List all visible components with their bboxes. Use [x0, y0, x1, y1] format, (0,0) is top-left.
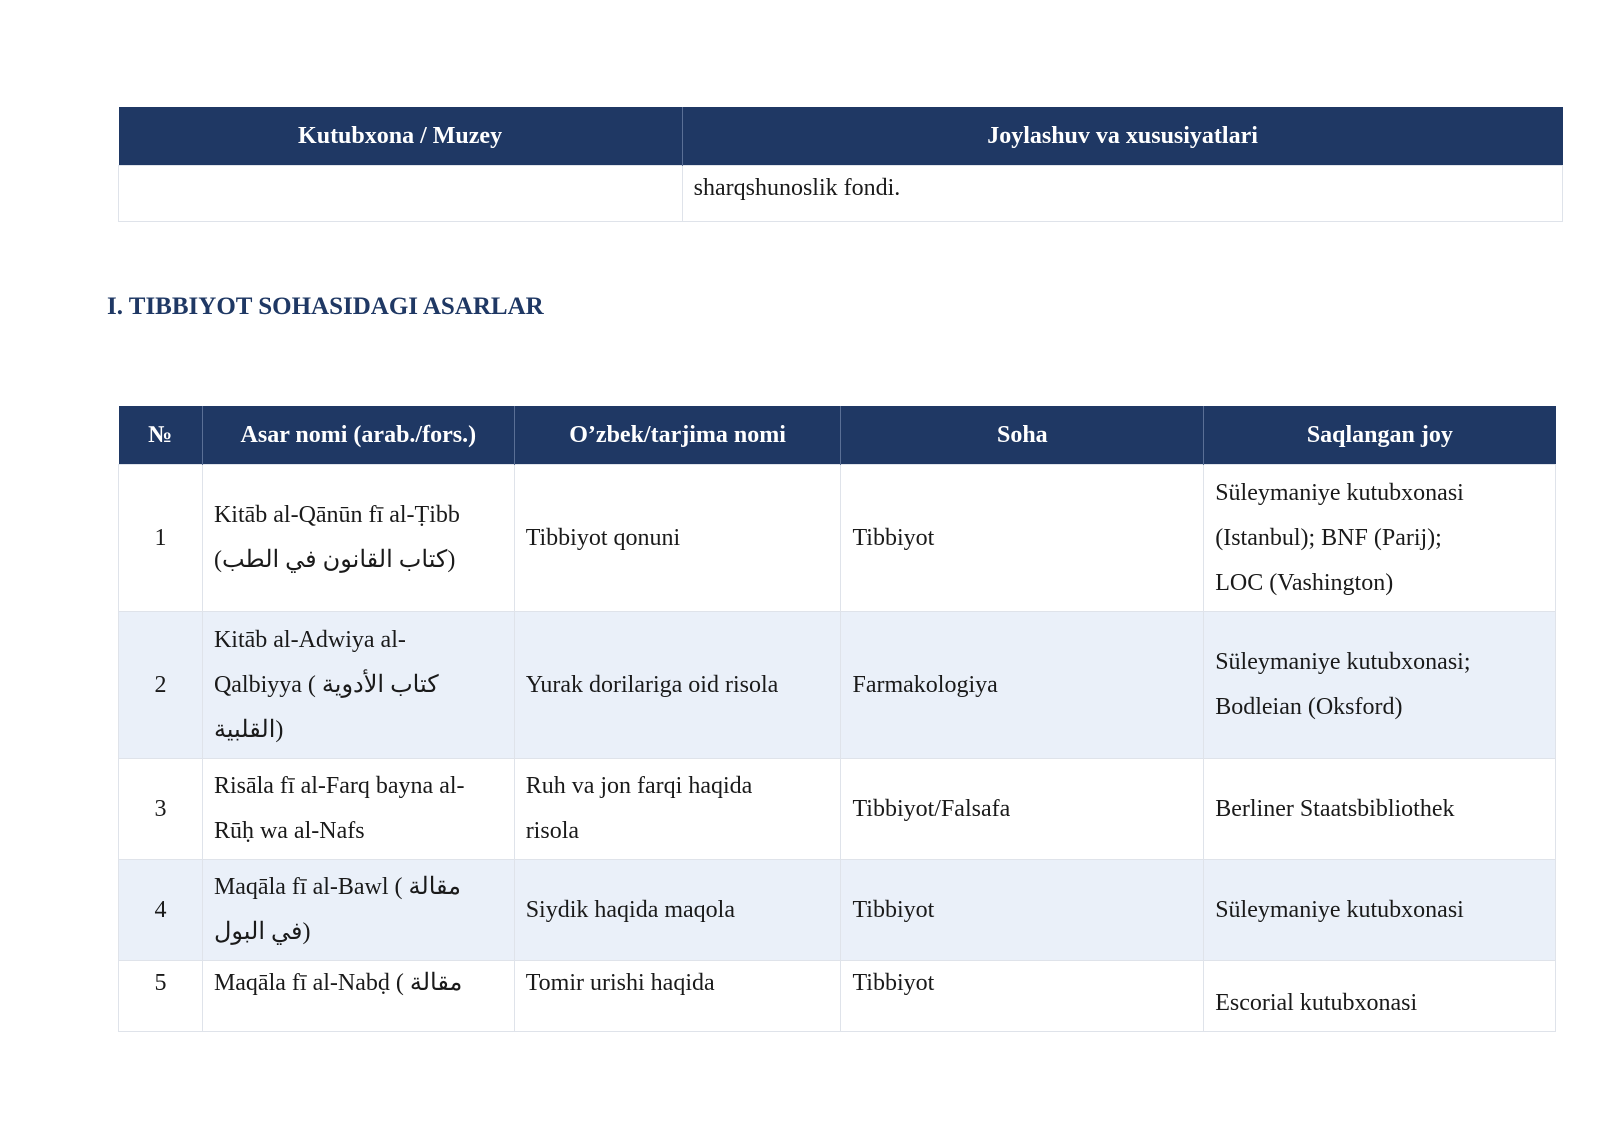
title-line: (كتاب القانون في الطب) [213, 547, 456, 573]
row-number: 4 [119, 860, 203, 961]
work-title [202, 465, 514, 612]
libraries-table [118, 107, 1563, 222]
work-title: Maqāla fī al-Nabḍ ( مقالة [202, 961, 514, 1032]
location: Süleymaniye kutubxonasi [1204, 860, 1556, 961]
title-line: Risāla fī al-Farq bayna al- [213, 773, 465, 799]
work-title [202, 612, 514, 759]
uzbek-title [514, 759, 841, 860]
uzbek-title: Yurak dorilariga oid risola [514, 612, 841, 759]
header-uzbek-title: O’zbek/tarjima nomi [514, 406, 841, 465]
header-location: Joylashuv va xususiyatlari [682, 107, 1562, 166]
title-line: القلبية) [213, 716, 284, 743]
header-library: Kutubxona / Muzey [119, 107, 683, 166]
title-line: Kitāb al-Qānūn fī al-Ṭibb [213, 502, 460, 528]
uzbek-title: Siydik haqida maqola [514, 860, 841, 961]
header-number: № [119, 406, 203, 465]
table-row [119, 166, 1563, 222]
location-line: Süleymaniye kutubxonasi [1215, 479, 1464, 506]
table-row [119, 759, 1556, 860]
work-title [202, 860, 514, 961]
field: Tibbiyot [841, 961, 1204, 1032]
uzbek-title: Tibbiyot qonuni [514, 465, 841, 612]
row-number: 5 [119, 961, 203, 1032]
field: Tibbiyot [841, 860, 1204, 961]
title-line: Qalbiyya ( كتاب الأدوية [213, 671, 439, 698]
field: Tibbiyot [841, 465, 1204, 612]
location-line: LOC (Vashington) [1215, 569, 1394, 596]
location [1204, 465, 1556, 612]
location: Escorial kutubxonasi [1204, 961, 1556, 1032]
section-title: I. TIBBIYOT SOHASIDAGI ASARLAR [107, 293, 544, 320]
location [1204, 612, 1556, 759]
header-field: Soha [841, 406, 1204, 465]
row-number: 2 [119, 612, 203, 759]
row-number: 3 [119, 759, 203, 860]
title-line: في البول) [213, 919, 311, 945]
title-line: Kitāb al-Adwiya al- [213, 626, 406, 653]
location-line: Süleymaniye kutubxonasi; [1215, 649, 1471, 675]
table-row [119, 860, 1556, 961]
header-location: Saqlangan joy [1204, 406, 1556, 465]
table-row [119, 961, 1556, 1032]
row-number: 1 [119, 465, 203, 612]
table-row [119, 612, 1556, 759]
location-line: Bodleian (Oksford) [1215, 694, 1403, 720]
location-cell: sharqshunoslik fondi. [682, 166, 1562, 222]
uzbek-title: Tomir urishi haqida [514, 961, 841, 1032]
works-header-row [119, 406, 1556, 465]
works-table [118, 406, 1556, 1032]
table-row [119, 465, 1556, 612]
location: Berliner Staatsbibliothek [1204, 759, 1556, 860]
location-line: (Istanbul); BNF (Parij); [1215, 524, 1442, 551]
uzbek-line: risola [525, 818, 580, 844]
library-cell [119, 166, 683, 222]
field: Tibbiyot/Falsafa [841, 759, 1204, 860]
uzbek-line: Ruh va jon farqi haqida [525, 773, 753, 799]
title-line: Rūḥ wa al-Nafs [213, 818, 365, 844]
header-title: Asar nomi (arab./fors.) [202, 406, 514, 465]
libraries-header-row [119, 107, 1563, 166]
title-line: Maqāla fī al-Bawl ( مقالة [213, 874, 462, 900]
work-title [202, 759, 514, 860]
field: Farmakologiya [841, 612, 1204, 759]
